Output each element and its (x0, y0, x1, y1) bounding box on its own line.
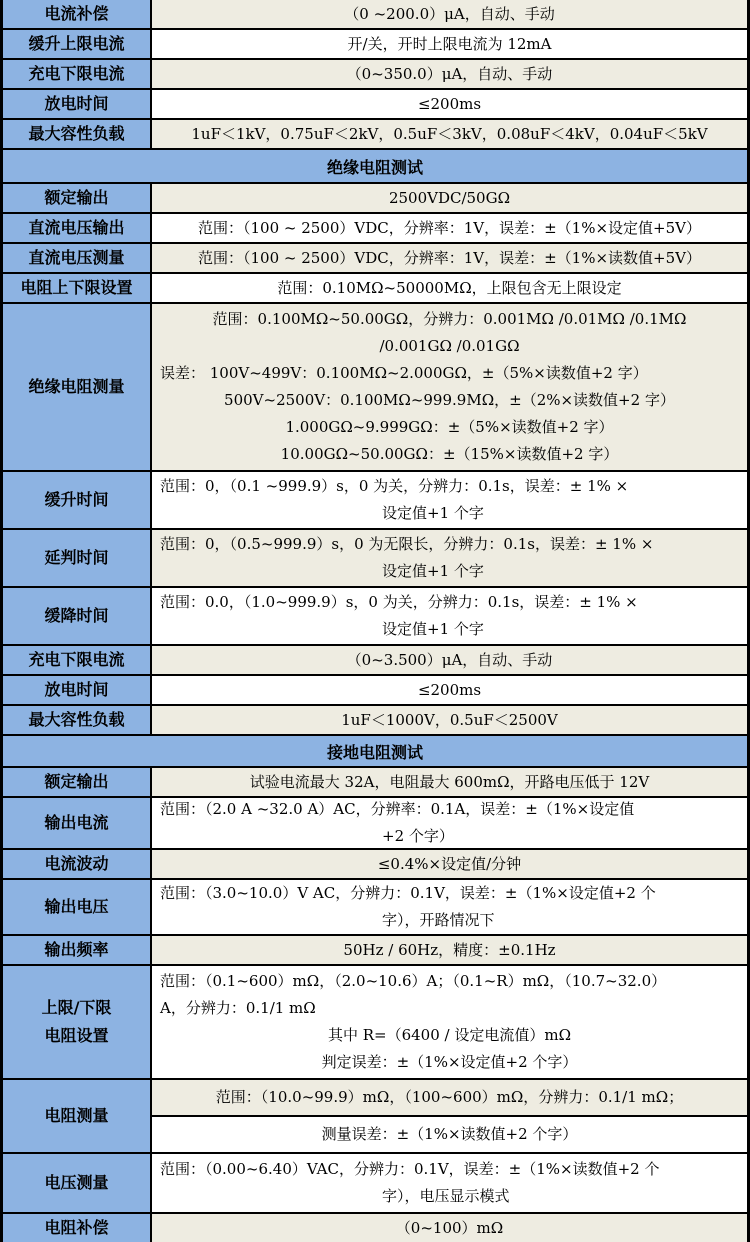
spec-value (152, 850, 747, 878)
spec-value (152, 1154, 747, 1212)
spec-row (0, 646, 750, 674)
spec-row (0, 880, 750, 934)
spec-value-line: 试验电流最大 32A，电阻最大 600mΩ，开路电压低于 12V (249, 772, 650, 791)
spec-row (0, 244, 750, 272)
spec-value-line: 范围：0.100MΩ~50.00GΩ，分辨力：0.001MΩ /0.01MΩ /0.1MΩ (212, 310, 687, 328)
spec-label: 充电下限电流 (3, 646, 150, 674)
spec-label: 电阻补偿 (3, 1214, 150, 1242)
spec-value-line: 范围：（100 ~ 2500）VDC，分辨率：1V，误差：±（1%×设定值+5V） (197, 218, 701, 237)
spec-value (152, 936, 747, 964)
spec-value-line: 50Hz / 60Hz，精度：±0.1Hz (343, 940, 556, 959)
section-title: 接地电阻测试 (3, 736, 747, 766)
spec-value-line: （0~100）mΩ (395, 1218, 504, 1237)
spec-value (152, 706, 747, 734)
spec-value (152, 768, 747, 796)
spec-label: 放电时间 (3, 90, 150, 118)
spec-row (0, 60, 750, 88)
spec-label: 最大容性负载 (3, 706, 150, 734)
spec-label: 输出频率 (3, 936, 150, 964)
spec-label: 电流波动 (3, 850, 150, 878)
spec-value (152, 304, 747, 470)
spec-value (152, 274, 747, 302)
spec-row (0, 120, 750, 148)
spec-label: 延判时间 (3, 530, 150, 586)
spec-row (0, 676, 750, 704)
spec-value-line: 设定值+1 个字 (382, 504, 484, 522)
spec-row (0, 798, 750, 848)
spec-value-line: 500V~2500V：0.100MΩ~999.9MΩ，±（2%×读数值+2 字） (224, 391, 675, 409)
spec-row (0, 184, 750, 212)
spec-value (152, 588, 747, 644)
spec-value-line: 范围：（2.0 A ~32.0 A）AC，分辨率：0.1A，误差：±（1%×设定值 (160, 800, 635, 818)
spec-row (0, 214, 750, 242)
spec-label: 输出电流 (3, 798, 150, 848)
spec-value (152, 966, 747, 1078)
spec-value-line: 设定值+1 个字 (382, 562, 484, 580)
spec-label: 电阻测量 (3, 1080, 150, 1152)
spec-label: 直流电压测量 (3, 244, 150, 272)
spec-value-line: 范围：（3.0~10.0）V AC，分辨力：0.1V，误差：±（1%×设定值+2 个 (160, 884, 656, 902)
spec-value-line: 其中 R=（6400 / 设定电流值）mΩ (327, 1026, 572, 1044)
spec-value (152, 30, 747, 58)
spec-label: 缓升时间 (3, 472, 150, 528)
spec-value-line: 设定值+1 个字 (382, 620, 484, 638)
spec-value-line: 2500VDC/50GΩ (388, 188, 511, 207)
spec-value-line: ≤200ms (417, 94, 482, 113)
spec-value-line: 字），电压显示模式 (382, 1187, 510, 1205)
spec-value-line: 范围：（100 ~ 2500）VDC，分辨率：1V，误差：±（1%×读数值+5V） (197, 248, 701, 267)
spec-value (152, 646, 747, 674)
spec-value-line: /0.001GΩ /0.01GΩ (379, 337, 520, 355)
spec-value (152, 214, 747, 242)
spec-label: 缓降时间 (3, 588, 150, 644)
spec-row (0, 850, 750, 878)
spec-value-line: 10.00GΩ~50.00GΩ：±（15%×读数值+2 字） (280, 445, 619, 463)
spec-value (152, 60, 747, 88)
spec-value (152, 676, 747, 704)
spec-value (152, 0, 747, 28)
spec-value-line: （0 ~200.0）μA，自动、手动 (344, 4, 555, 23)
spec-value-line: 范围：（0.00~6.40）VAC，分辨力：0.1V，误差：±（1%×读数值+2 个 (160, 1160, 660, 1178)
spec-value (152, 530, 747, 586)
spec-value-line: ≤0.4%×设定值/分钟 (377, 854, 522, 873)
spec-row (0, 706, 750, 734)
spec-label: 额定输出 (3, 768, 150, 796)
spec-label: 额定输出 (3, 184, 150, 212)
spec-label: 缓升上限电流 (3, 30, 150, 58)
spec-row (0, 966, 750, 1078)
spec-row (0, 1080, 750, 1152)
spec-value-line: 开/关，开时上限电流为 12mA (347, 34, 552, 53)
spec-value (152, 244, 747, 272)
spec-value-line: 判定误差：±（1%×设定值+2 个字） (321, 1053, 578, 1071)
spec-label: 放电时间 (3, 676, 150, 704)
spec-value (152, 120, 747, 148)
section-title: 绝缘电阻测试 (3, 150, 747, 182)
spec-value-line: 范围：0.0，（1.0~999.9）s，0 为关，分辨力：0.1s，误差：± 1% × (160, 593, 638, 611)
spec-value-line: 1uF＜1000V，0.5uF＜2500V (341, 710, 558, 729)
spec-value-line: （0~3.500）μA，自动、手动 (346, 650, 553, 669)
spec-row (0, 30, 750, 58)
spec-value-line: A，分辨力：0.1/1 mΩ (160, 999, 316, 1017)
spec-row (0, 936, 750, 964)
spec-value (152, 880, 747, 934)
spec-value (152, 1214, 747, 1242)
spec-value-line: 范围：（0.1~600）mΩ，（2.0~10.6）A；（0.1~R）mΩ，（10.7~32.0） (160, 972, 667, 990)
spec-row (0, 90, 750, 118)
spec-value-line: 范围：0.10MΩ~50000MΩ，上限包含无上限设定 (277, 278, 622, 297)
spec-value (152, 472, 747, 528)
spec-row (0, 1154, 750, 1212)
spec-row (0, 304, 750, 470)
spec-label: 电阻上下限设置 (3, 274, 150, 302)
spec-value (152, 184, 747, 212)
spec-label: 输出电压 (3, 880, 150, 934)
spec-row (0, 472, 750, 528)
spec-label: 上限/下限 电阻设置 (3, 966, 150, 1078)
spec-label: 电流补偿 (3, 0, 150, 28)
spec-row (0, 588, 750, 644)
spec-value-line: +2 个字） (382, 827, 454, 845)
spec-row (0, 0, 750, 28)
spec-row (0, 768, 750, 796)
spec-value-line: ≤200ms (417, 680, 482, 699)
spec-value-line: 范围：0，（0.1 ~999.9）s，0 为关，分辨力：0.1s，误差：± 1% × (160, 477, 629, 495)
spec-value (152, 798, 747, 848)
spec-row (0, 1214, 750, 1242)
spec-value-line: 误差： 100V~499V：0.100MΩ~2.000GΩ，±（5%×读数值+2 字） (160, 364, 648, 382)
spec-value-line: 1uF＜1kV，0.75uF＜2kV，0.5uF＜3kV，0.08uF＜4kV，0.04uF＜5kV (191, 124, 708, 143)
spec-value (152, 90, 747, 118)
spec-value: 范围：（10.0~99.9）mΩ，（100~600）mΩ，分辨力：0.1/1 mΩ； (152, 1080, 747, 1115)
spec-value: 测量误差：±（1%×读数值+2 个字） (152, 1117, 747, 1152)
spec-label: 绝缘电阻测量 (3, 304, 150, 470)
spec-row (0, 530, 750, 586)
spec-value-line: （0~350.0）μA，自动、手动 (346, 64, 553, 83)
spec-value-line: 1.000GΩ~9.999GΩ：±（5%×读数值+2 字） (285, 418, 614, 436)
spec-label: 直流电压输出 (3, 214, 150, 242)
spec-value-line: 字），开路情况下 (382, 911, 495, 929)
spec-row (0, 274, 750, 302)
spec-label: 最大容性负载 (3, 120, 150, 148)
spec-label: 电压测量 (3, 1154, 150, 1212)
spec-label: 充电下限电流 (3, 60, 150, 88)
spec-value-line: 范围：0，（0.5~999.9）s，0 为无限长，分辨力：0.1s，误差：± 1% × (160, 535, 654, 553)
